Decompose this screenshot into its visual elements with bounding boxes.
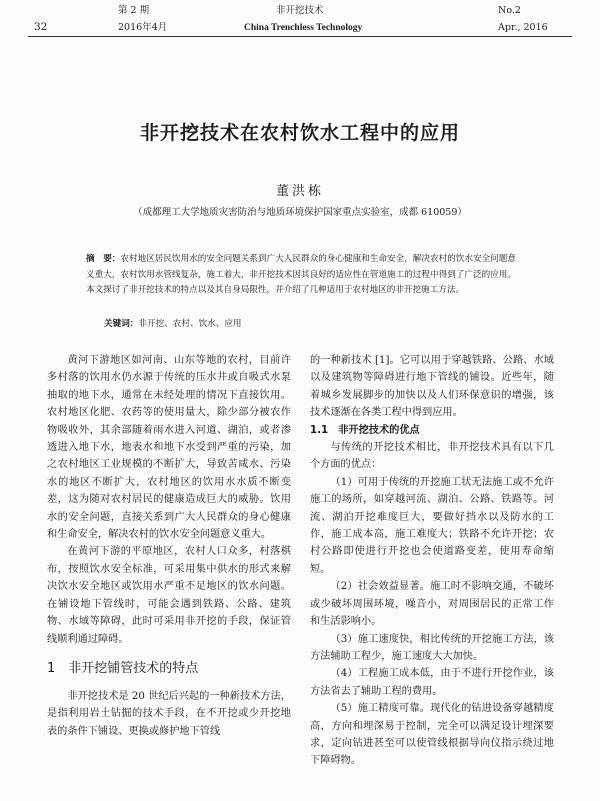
right-column: [310, 352, 554, 770]
author-name: 董洪栋: [275, 184, 324, 199]
body-paragraph: 非开挖技术是 20 世纪后兴起的一种新技术方法，是指利用岩土钻掘的技术手段，在不开挖或少开挖地表的条件下铺设、更换或修护地下管线: [47, 690, 291, 737]
body-paragraph: 的一种新技术 [1]。它可以用于穿越铁路、公路、水域以及建筑物等障碍进行地下管线的铺设。近些年，随着城乡发展脚步的加快以及人们环保意识的增强，该技术逐渐在各类工程中得到应用。: [310, 355, 554, 419]
author-affiliation: （成都理工大学地质灾害防治与地质环境保护国家重点实验室，成都 610059）: [133, 207, 467, 218]
advantage-item: （4）工程施工成本低，由于不进行开挖作业，该方法省去了辅助工程的费用。: [310, 668, 554, 697]
section-heading: 1 非开挖铺管技术的特点: [47, 660, 199, 676]
keywords: [104, 317, 242, 329]
header-issue-en: No.2: [498, 5, 521, 16]
left-column: [47, 352, 291, 740]
subsection-heading: 1.1 非开挖技术的优点: [310, 424, 420, 436]
advantage-item: （1）可用于传统的开挖施工状无法施工或不允许施工的场所，如穿越河流、湖泊、公路、铁路等。河流、湖泊开挖难度巨大，要做好挡水以及防水的工作，施工成本高，施工难度大；铁路不允许开挖；农村公路即使进行开挖也会使道路变差，使用寿命缩短。: [310, 476, 554, 575]
header-rule: [28, 36, 572, 37]
advantage-item: （5）施工精度可靠。现代化的钻进设备穿越精度高，方向和埋深易于控制，完全可以满足设计埋深要求，定向钻进甚至可以使管线根据导向仪指示绕过地下障碍物。: [310, 703, 554, 767]
advantage-item: （3）施工速度快，相比传统的开挖施工方法，该方法辅助工程少，施工速度大大加快。: [310, 633, 554, 662]
header-journal-en: China Trenchless Technology: [244, 23, 363, 33]
abstract-label: 摘 要：: [86, 254, 121, 264]
header-date-cn: 2016年4月: [118, 22, 168, 33]
body-paragraph: 在黄河下游的平原地区，农村人口众多，村落棋布，按照饮水安全标准，可采用集中供水的形式来解决饮水安全地区或饮用水严重不足地区的饮水问题。在铺设地下管线时，可能会遇到铁路、公路、建筑物、水域等障碍，此时可采用非开挖的手段，保证管线顺利通过障碍。: [47, 546, 291, 645]
article-title: 非开挖技术在农村饮水工程中的应用: [139, 122, 460, 144]
header-date-en: Apr., 2016: [498, 22, 548, 33]
abstract: [86, 252, 516, 299]
body-paragraph: 黄河下游地区如河南、山东等地的农村，目前许多村落的饮用水仍水源于传统的压水井或自吸式水泵抽取的地下水，通常在未经处理的情况下直接饮用。农村地区化肥、农药等的使用量大，除少部分被农作物吸收外，其余部随着雨水进入河道、湖泊，或者渗透进入地下水，地表水和地下水受到严重的污染，加之农村地区工业规模的不断扩大，导致苦咸水、污染水的地区不断扩大，农村地区的饮用水水质不断变差，这为随对农村居民的健康造成巨大的威胁。饮用水的安全问题，直接关系到广大人民群众的身心健康和生命安全，解决农村的饮水安全问题意义重大。: [47, 355, 291, 541]
abstract-text: 农村地区居民饮用水的安全问题关系到广大人民群众的身心健康和生命安全，解决农村的饮水安全问题意义重大，农村饮用水管线复杂，施工着大，非开挖技术因其良好的适应性在管道施工的过程中得到了广泛的应用。本文探讨了非开挖技术的特点以及其自身局限性，并介绍了几种适用于农村地区的非开挖施工方法。: [86, 254, 516, 295]
header-journal-cn: 非开挖技术: [276, 5, 324, 16]
advantage-item: （2）社会效益显著。施工时不影响交通，不破坏或少破坏周围环境，噪音小，对周围居民的正常工作和生活影响小。: [310, 581, 554, 628]
header-issue-cn: 第 2 期: [118, 5, 150, 16]
keywords-label: 关键词：: [104, 319, 139, 329]
keywords-text: 非开挖、农村、饮水、应用: [138, 319, 242, 329]
page-number: 32: [34, 21, 48, 33]
body-paragraph: 与传统的开挖技术相比，非开挖技术具有以下几个方面的优点：: [310, 442, 554, 471]
